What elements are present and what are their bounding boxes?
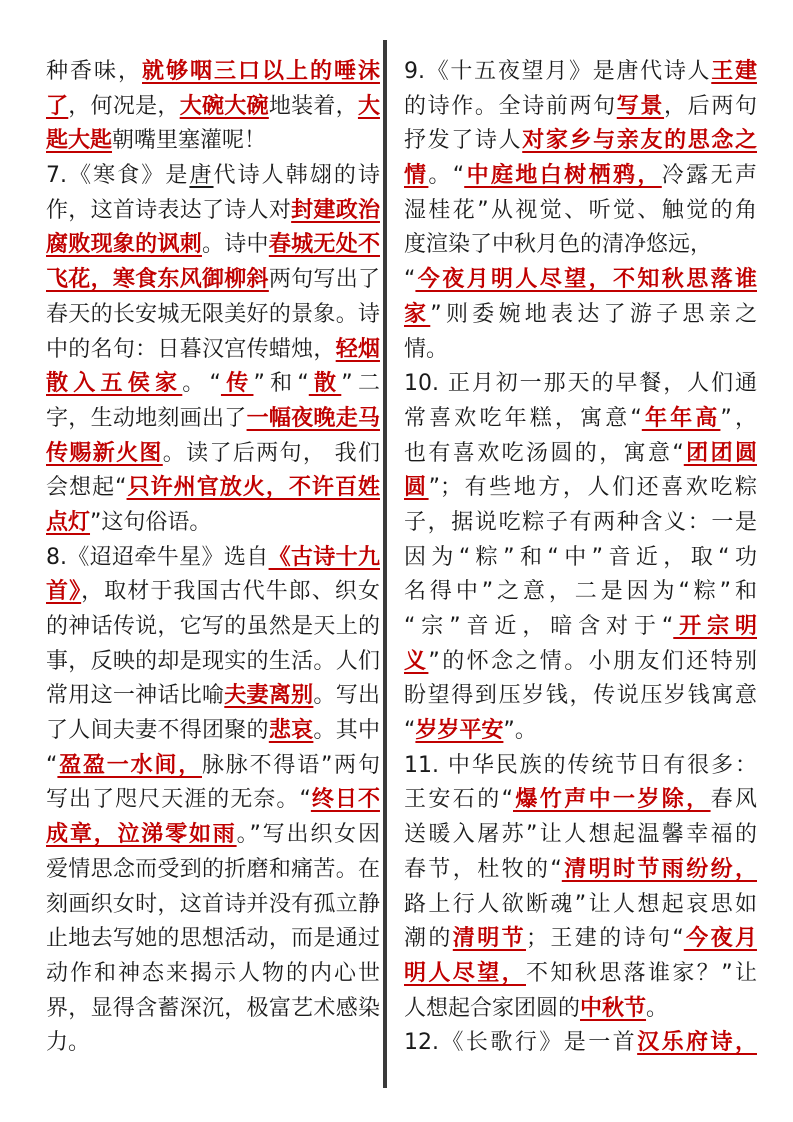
text-line — [46, 333, 380, 368]
text-line — [46, 506, 380, 541]
body-text: 也有喜欢吃汤圆的，寓意“ — [404, 440, 684, 466]
body-text: 春风 — [710, 787, 757, 813]
body-text: ，后两句 — [664, 93, 757, 119]
text-line — [404, 124, 757, 159]
highlighted-text: 悲哀 — [268, 718, 314, 744]
text-line — [404, 575, 757, 610]
body-text: 路上行人欲断魂”让人想起哀思如 — [404, 891, 757, 917]
text-line — [404, 610, 757, 645]
body-text: 送暖入屠苏”让人想起温馨幸福的 — [404, 822, 757, 848]
text-line — [404, 333, 757, 368]
text-line — [46, 922, 380, 957]
body-text: 7.《寒食》是 — [46, 163, 190, 189]
body-text: ，取材于我国古代牛郎、织女 — [81, 579, 380, 605]
text-line — [46, 714, 380, 749]
body-text: 中的名句：日暮汉宫传蜡烛， — [46, 336, 336, 362]
highlighted-text: 大碗大碗 — [179, 93, 269, 119]
highlighted-text: 传 — [220, 371, 254, 397]
text-line — [46, 194, 380, 229]
text-line — [404, 818, 757, 853]
text-line — [46, 298, 380, 333]
body-text: 潮的 — [404, 926, 453, 952]
highlighted-text: 了 — [46, 93, 69, 119]
body-text: ”。 — [503, 718, 537, 744]
body-text: 12.《长歌行》是一首 — [404, 1030, 638, 1056]
highlighted-text: 团团圆 — [683, 440, 757, 466]
highlighted-text: 汉乐府诗， — [637, 1030, 757, 1056]
text-line — [404, 437, 757, 472]
text-line — [404, 645, 757, 680]
text-line — [46, 575, 380, 610]
body-text: 事，反映的却是现实的生活。人们 — [46, 648, 380, 674]
body-text: ”， — [720, 405, 757, 431]
highlighted-text: 散 — [308, 371, 342, 397]
body-text: 冷露无声 — [661, 163, 757, 189]
highlighted-text: 只许州官放火，不许百姓 — [126, 475, 380, 501]
body-text: “ — [404, 718, 416, 744]
body-text: 。诗中 — [201, 232, 269, 258]
body-text: 。”写出织女因 — [236, 822, 380, 848]
body-text: ”则委婉地表达了游子思亲之 — [430, 301, 757, 327]
body-text: 字，生动地刻画出了 — [46, 405, 247, 431]
body-text: 常用这一神话比喻 — [46, 683, 225, 709]
body-text: ”；有些地方，人们还喜欢吃粽 — [428, 475, 757, 501]
highlighted-text: 家 — [404, 301, 431, 327]
text-line — [404, 992, 757, 1027]
highlighted-text: 终日不 — [310, 787, 380, 813]
body-text: 脉脉不得语”两句 — [202, 752, 380, 778]
body-text: “宗”音近，暗含对于“ — [404, 614, 674, 639]
highlighted-text: 明人尽望， — [404, 960, 526, 986]
body-text: 子，据说吃粽子有两种含义：一是 — [404, 509, 757, 535]
text-line — [404, 402, 757, 437]
text-line — [404, 194, 757, 229]
highlighted-text: 年年高 — [641, 405, 721, 431]
highlighted-text: 封建政治 — [291, 197, 380, 223]
highlighted-text: 首》 — [46, 579, 82, 605]
text-line — [46, 159, 380, 194]
highlighted-text: 爆竹声中一岁除， — [513, 787, 711, 813]
body-text: 力。 — [46, 1030, 91, 1056]
highlighted-text: 《古诗十九 — [268, 544, 380, 570]
body-text: 。其中 — [313, 718, 380, 744]
body-text: 盼望得到压岁钱，传说压岁钱寓意 — [404, 683, 757, 709]
text-line — [404, 922, 757, 957]
text-line — [46, 437, 380, 472]
body-text: ”二 — [341, 371, 380, 397]
highlighted-text: 中庭地白树栖鸦， — [464, 163, 662, 189]
text-line — [404, 853, 757, 888]
body-text: 两句写出了 — [268, 267, 380, 293]
body-text: ”这句俗语。 — [90, 509, 212, 535]
highlighted-text: 传赐新火图 — [46, 440, 163, 466]
text-line — [46, 888, 380, 923]
highlighted-text: 点灯 — [46, 509, 91, 535]
highlighted-text: 情 — [404, 163, 429, 189]
highlighted-text: 成章，泣涕零如雨 — [46, 822, 237, 848]
highlighted-text: 匙大匙 — [46, 128, 113, 154]
text-line — [46, 679, 380, 714]
text-line — [46, 263, 380, 298]
text-line — [46, 610, 380, 645]
highlighted-text: 大 — [357, 93, 380, 119]
body-text: 春天的长安城无限美好的景象。诗 — [46, 301, 380, 327]
highlighted-text: 盈盈一水间， — [57, 752, 202, 778]
highlighted-text: 岁岁平安 — [415, 718, 504, 744]
body-text: 会想起“ — [46, 475, 127, 501]
body-text: 情。 — [404, 336, 449, 362]
body-text: ”和“ — [253, 371, 309, 397]
body-text: 的神话传说，它写的虽然是天上的 — [46, 614, 380, 639]
body-text: 。“ — [182, 371, 221, 397]
body-text: 。读了后两句， 我们 — [162, 440, 380, 466]
text-line — [46, 992, 380, 1027]
text-line — [46, 124, 380, 159]
text-line — [404, 888, 757, 923]
highlighted-text: 义 — [404, 648, 429, 674]
body-text: 10. 正月初一那天的早餐，人们通 — [404, 371, 757, 397]
body-text: 9.《十五夜望月》是唐代诗人 — [404, 59, 712, 84]
highlighted-text: 腐败现象的讽刺 — [46, 232, 202, 258]
highlighted-text: 王建 — [711, 59, 757, 84]
left-column — [46, 55, 380, 1061]
highlighted-text: 对家乡与亲友的思念之 — [522, 128, 757, 154]
text-line — [46, 90, 380, 125]
body-text: 常喜欢吃年糕，寓意“ — [404, 405, 642, 431]
body-text: 湿桂花”从视觉、听觉、触觉的角 — [404, 197, 757, 223]
body-text: 人想起合家团圆的 — [404, 995, 581, 1021]
text-line — [404, 159, 757, 194]
body-text: 写出了咫尺天涯的无奈。“ — [46, 787, 311, 813]
body-text: ；王建的诗句“ — [526, 926, 684, 952]
body-text: 代诗人韩翃的诗 — [213, 163, 380, 189]
highlighted-text: 清明时节雨纷纷， — [561, 856, 757, 882]
text-line — [404, 679, 757, 714]
text-line — [404, 298, 757, 333]
highlighted-text: 圆 — [404, 475, 429, 501]
text-line — [404, 714, 757, 749]
highlighted-text: 写景 — [616, 93, 665, 119]
text-line — [404, 90, 757, 125]
text-line — [46, 471, 380, 506]
body-text: 作，这首诗表达了诗人对 — [46, 197, 292, 223]
text-line — [46, 402, 380, 437]
body-text: 了人间夫妻不得团聚的 — [46, 718, 269, 744]
body-text: 地装着， — [268, 93, 358, 119]
body-text: “ — [46, 752, 58, 778]
text-line — [46, 367, 380, 402]
body-text: 王安石的“ — [404, 787, 513, 813]
body-text: 界，显得含蓄深沉，极富艺术感染 — [46, 995, 380, 1021]
text-line — [404, 506, 757, 541]
body-text: 抒发了诗人 — [404, 128, 523, 154]
text-line — [404, 541, 757, 576]
highlighted-text: 飞花，寒食东风御柳斜 — [46, 267, 269, 293]
body-text: ，何况是， — [68, 93, 180, 119]
text-line — [46, 749, 380, 784]
text-line — [404, 783, 757, 818]
highlighted-text: 散入五侯家 — [46, 371, 183, 397]
highlighted-text: 就够咽三口以上的唾沫 — [142, 59, 380, 84]
body-text: 。“ — [428, 163, 465, 189]
body-text: “ — [404, 267, 416, 293]
highlighted-text: 一幅夜晚走马 — [246, 405, 380, 431]
body-text: 止地去写她的思想活动，而是通过 — [46, 926, 380, 952]
text-line — [404, 263, 757, 298]
body-text: 朝嘴里塞灌呢！ — [112, 128, 267, 154]
text-line — [46, 818, 380, 853]
text-line — [404, 367, 757, 402]
body-text: 的诗作。全诗前两句 — [404, 93, 617, 119]
text-line — [404, 55, 757, 90]
body-text: 种香味， — [46, 59, 142, 84]
text-line — [404, 749, 757, 784]
column-divider — [383, 40, 387, 1088]
body-text: 。 — [646, 995, 669, 1021]
text-line — [46, 228, 380, 263]
body-text: 8.《迢迢牵牛星》选自 — [46, 544, 269, 570]
text-line — [46, 783, 380, 818]
text-line — [46, 55, 380, 90]
body-text: 因为“粽”和“中”音近，取“功 — [404, 544, 757, 570]
body-text: 动作和神态来揭示人物的内心世 — [46, 960, 380, 986]
body-text: 不知秋思落谁家？”让 — [526, 960, 757, 986]
text-line — [404, 228, 757, 263]
text-line — [46, 645, 380, 680]
right-column — [404, 55, 757, 1061]
body-text: 爱情思念而受到的折磨和痛苦。在 — [46, 856, 380, 882]
highlighted-text: 开宗明 — [673, 614, 757, 639]
text-line — [404, 1026, 757, 1061]
text-line — [46, 1026, 380, 1061]
highlighted-text: 中秋节 — [580, 995, 647, 1021]
underlined-text: 唐 — [189, 163, 214, 189]
body-text: ”的怀念之情。小朋友们还特别 — [428, 648, 757, 674]
body-text: 度渲染了中秋月色的清净悠远， — [404, 232, 713, 258]
highlighted-text: 春城无处不 — [268, 232, 380, 258]
body-text: 刻画织女时，这首诗并没有孤立静 — [46, 891, 380, 917]
highlighted-text: 清明节 — [452, 926, 526, 952]
text-line — [404, 957, 757, 992]
body-text: 春节，杜牧的“ — [404, 856, 562, 882]
highlighted-text: 今夜月 — [683, 926, 757, 952]
text-line — [46, 853, 380, 888]
text-line — [46, 957, 380, 992]
body-text: 名得中”之意，二是因为“粽”和 — [404, 579, 757, 605]
highlighted-text: 夫妻离别 — [224, 683, 314, 709]
highlighted-text: 今夜月明人尽望，不知秋思落谁 — [415, 267, 757, 293]
body-text: 。写出 — [313, 683, 380, 709]
text-line — [404, 471, 757, 506]
highlighted-text: 轻烟 — [335, 336, 380, 362]
text-line — [46, 541, 380, 576]
body-text: 11. 中华民族的传统节日有很多： — [404, 752, 757, 778]
